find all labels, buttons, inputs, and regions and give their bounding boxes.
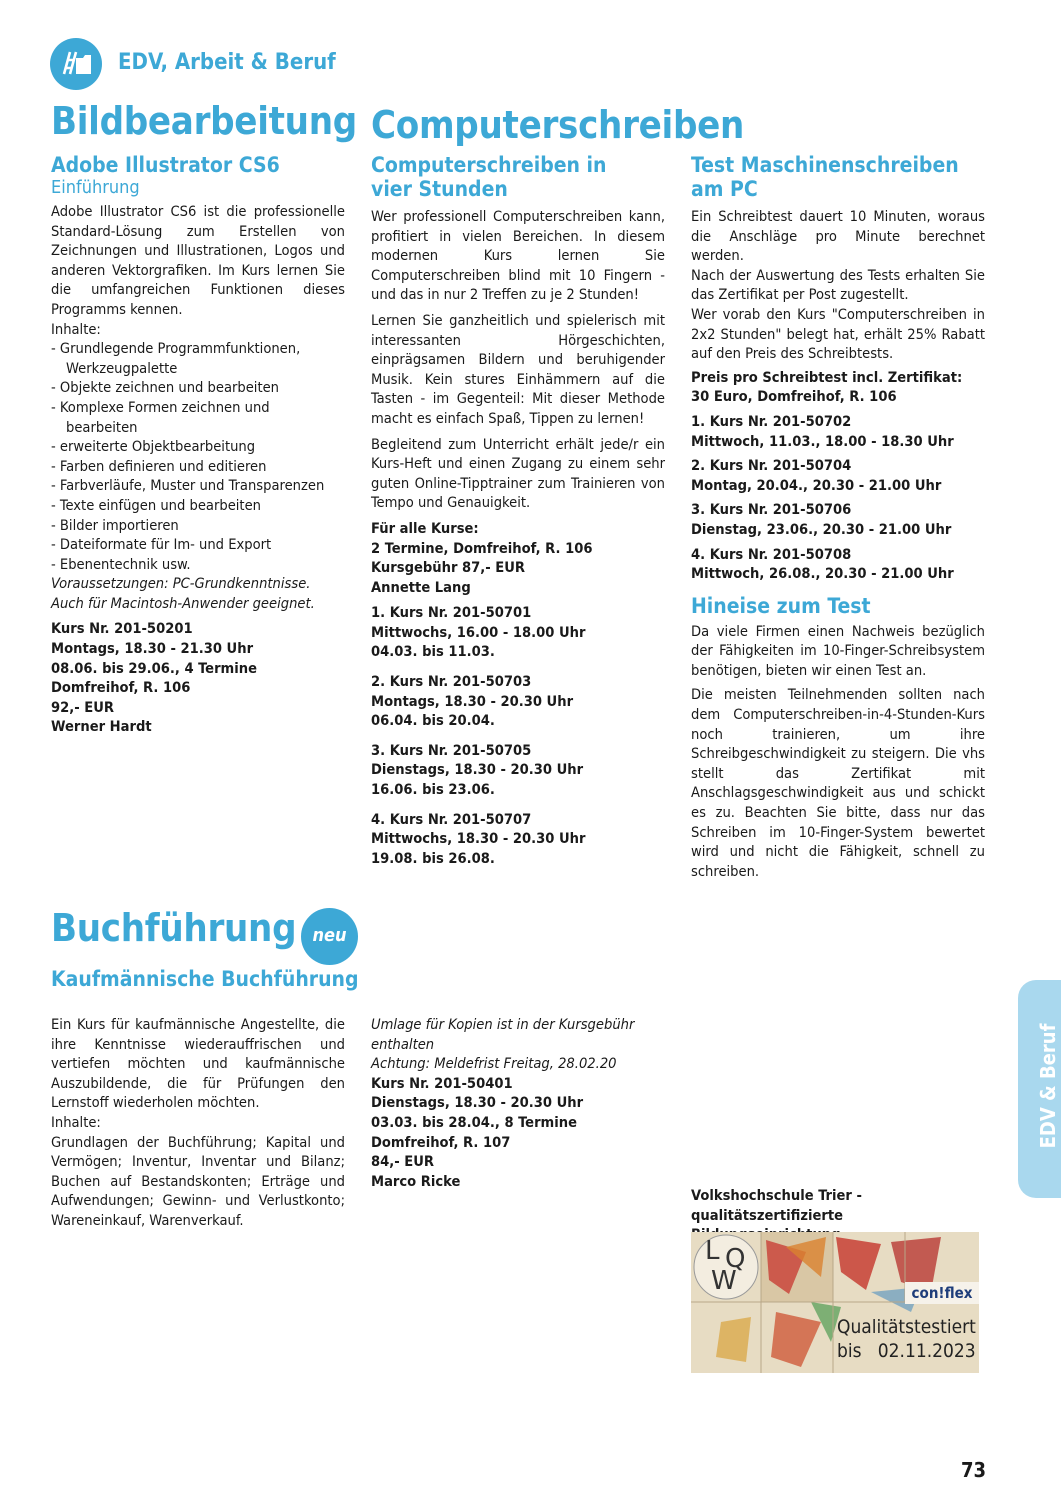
course-paragraph: Begleitend zum Unterricht erhält jede/r ein Kurs-Heft und einen Zugang zu einem sehr guten Online-Tipptrainer zum Trainieren von Tempo und Genauigkeit. xyxy=(371,435,665,512)
course-time: Mittwoch, 11.03., 18.00 - 18.30 Uhr xyxy=(691,432,954,450)
all-courses-instructor: Annette Lang xyxy=(371,578,471,596)
lqw-logo: L Q W xyxy=(705,1236,746,1296)
list-item: - Farbverläufe, Muster und Transparenzen xyxy=(51,476,345,496)
course-description: Ein Kurs für kaufmännische Angestellte, die ihre Kenntnisse wiederauffrischen und vertiefen möchten und kaufmännische Auszubildende, die für Prüfungen den Lernstoff wiederholen möchten. xyxy=(51,1016,345,1112)
hints-paragraph: Da viele Firmen einen Nachweis bezüglich der Fähigkeiten im 10-Finger-Schreibsystem benötigen, bieten wir einen Test an. xyxy=(691,622,985,679)
course-number: 2. Kurs Nr. 201-50703 xyxy=(371,673,532,691)
side-tab-label: EDV & Beruf xyxy=(1036,1023,1060,1149)
list-item: - erweiterte Objektbearbeitung xyxy=(51,437,345,457)
course-number: 2. Kurs Nr. 201-50704 xyxy=(691,457,852,475)
list-item: - Dateiformate für Im- und Export xyxy=(51,535,345,555)
course-title: Computerschreiben in vier Stunden xyxy=(371,153,607,201)
course-number: 4. Kurs Nr. 201-50707 xyxy=(371,810,532,828)
course-dates: 03.03. bis 28.04., 8 Termine xyxy=(371,1113,577,1131)
contents-label: Inhalte: xyxy=(51,320,101,338)
hints-heading: Hineise zum Test xyxy=(691,593,871,618)
side-tab[interactable] xyxy=(1018,980,1061,1198)
buchfuehrung-description xyxy=(51,1015,345,1231)
test-column xyxy=(691,153,985,881)
list-item: - Farben definieren und editieren xyxy=(51,457,345,477)
course-instructor: Marco Ricke xyxy=(371,1172,461,1190)
tested-until: bis 02.11.2023 xyxy=(837,1340,976,1362)
course-paragraph: Wer professionell Computerschreiben kann, profitiert in vielen Bereichen. In diesem modernen Kurs lernen Sie Computerschreiben blind mit 10 Fingern - und das in nur 2 Treffen zu je 2 Stunden! xyxy=(371,208,665,304)
brand-label: con!flex xyxy=(911,1284,973,1302)
contents-list xyxy=(51,339,345,574)
course-entry xyxy=(371,741,665,800)
all-courses-fee: Kursgebühr 87,- EUR xyxy=(371,559,526,577)
course-title: Adobe Illustrator CS6 xyxy=(51,153,280,177)
list-item: - Bilder importieren xyxy=(51,516,345,536)
computerschreiben-column xyxy=(371,153,665,868)
tested-label: Qualitätstestiert xyxy=(837,1316,976,1338)
course-number: Kurs Nr. 201-50201 xyxy=(51,620,193,638)
course-paragraph: Nach der Auswertung des Tests erhalten Sie das Zertifikat per Post zugestellt. xyxy=(691,266,985,304)
course-dates: 06.04. bis 20.04. xyxy=(371,712,495,730)
course-fee: 92,- EUR xyxy=(51,698,115,716)
list-item: - Texte einfügen und bearbeiten xyxy=(51,496,345,516)
course-number: 1. Kurs Nr. 201-50701 xyxy=(371,604,532,622)
new-badge-label: neu xyxy=(312,925,347,946)
contents-text: Grundlagen der Buchführung; Kapital und Vermögen; Inventur, Inventar und Bilanz; Buchen auf Bestandskonten; Erträge und Aufwendungen; Gewinn- und Verlustkonto; Wareneinkauf, Warenverkauf. xyxy=(51,1133,345,1229)
course-fee: 84,- EUR xyxy=(371,1153,435,1171)
contents-label: Inhalte: xyxy=(51,1113,101,1131)
course-time: Mittwochs, 18.30 - 20.30 Uhr xyxy=(371,830,586,848)
course-dates: 19.08. bis 26.08. xyxy=(371,849,495,867)
course-dates: 16.06. bis 23.06. xyxy=(371,781,495,799)
course-location: Domfreihof, R. 106 xyxy=(51,679,191,697)
course-subtitle: Einführung xyxy=(51,177,140,198)
course-number: 4. Kurs Nr. 201-50708 xyxy=(691,545,852,563)
course-title: Kaufmännische Buchführung xyxy=(51,967,359,991)
course-dates: 04.03. bis 11.03. xyxy=(371,643,495,661)
course-time: Dienstags, 18.30 - 20.30 Uhr xyxy=(371,1094,584,1112)
price-label: Preis pro Schreibtest incl. Zertifikat: xyxy=(691,368,963,386)
course-number: 1. Kurs Nr. 201-50702 xyxy=(691,412,852,430)
course-entry xyxy=(371,672,665,731)
list-item: - Komplexe Formen zeichnen und bearbeiten xyxy=(51,398,345,437)
brand-logo xyxy=(905,1282,979,1304)
course-title: Test Maschinenschreiben am PC xyxy=(691,153,959,201)
all-courses-label: Für alle Kurse: xyxy=(371,519,479,537)
page-number: 73 xyxy=(961,1458,987,1482)
section-title: EDV, Arbeit & Beruf xyxy=(118,50,336,75)
bildbearbeitung-column xyxy=(51,99,357,737)
buchfuehrung-details xyxy=(371,1015,665,1191)
course-time: Mittwoch, 26.08., 20.30 - 21.00 Uhr xyxy=(691,565,954,583)
course-description: Adobe Illustrator CS6 ist die professionelle Standard-Lösung zum Erstellen von Zeichnungen und Illustrationen, Logos und anderen Vektorgrafiken. Im Kurs lernen Sie die umfangreichen Funktionen dieses Programms kennen. xyxy=(51,203,345,318)
buchfuehrung-heading: Buchführung xyxy=(51,906,297,950)
course-time: Montags, 18.30 - 21.30 Uhr xyxy=(51,640,254,658)
deadline-note: Achtung: Meldefrist Freitag, 28.02.20 xyxy=(371,1055,617,1073)
course-paragraph: Wer vorab den Kurs "Computerschreiben in 2x2 Stunden" belegt hat, erhält 25% Rabatt auf den Preis des Schreibtests. xyxy=(691,305,985,363)
course-location: Domfreihof, R. 107 xyxy=(371,1133,511,1151)
course-number: 3. Kurs Nr. 201-50705 xyxy=(371,741,532,759)
note: Umlage für Kopien ist in der Kursgebühr enthalten xyxy=(371,1016,635,1053)
quality-statement: Volkshochschule Trier - qualitätszertifizierte xyxy=(691,1187,862,1224)
new-badge xyxy=(301,908,358,965)
buchfuehrung-header xyxy=(51,906,347,950)
course-time: Montag, 20.04., 20.30 - 21.00 Uhr xyxy=(691,476,942,494)
list-item: - Ebenentechnik usw. xyxy=(51,555,345,575)
course-number: Kurs Nr. 201-50401 xyxy=(371,1074,513,1092)
hints-paragraph: Die meisten Teilnehmenden sollten nach dem Computerschreiben-in-4-Stunden-Kurs noch trainieren, um ihre Schreibgeschwindigkeit zu steigern. Die vhs stellt das Zertifikat mit Anschlagsgeschwindigkeit aus und schickt es zu. Beachten Sie bitte, dass nur das Schreiben im 10-Finger-System bewertet wird und nicht die Fähigkeit, schnell zu schreiben. xyxy=(691,686,985,880)
course-time: Mittwochs, 16.00 - 18.00 Uhr xyxy=(371,623,586,641)
course-entry xyxy=(371,603,665,662)
course-entry xyxy=(371,810,665,869)
edv-work-icon xyxy=(50,38,102,90)
course-time: Montags, 18.30 - 20.30 Uhr xyxy=(371,692,574,710)
list-item: - Grundlegende Programmfunktionen, Werkzeugpalette xyxy=(51,339,345,378)
price-value: 30 Euro, Domfreihof, R. 106 xyxy=(691,388,897,406)
bildbearbeitung-heading: Bildbearbeitung xyxy=(51,99,357,143)
course-dates: 08.06. bis 29.06., 4 Termine xyxy=(51,659,257,677)
prerequisites: Voraussetzungen: PC-Grundkenntnisse. Auch für Macintosh-Anwender geeignet. xyxy=(51,575,315,612)
all-courses-location: 2 Termine, Domfreihof, R. 106 xyxy=(371,539,593,557)
course-instructor: Werner Hardt xyxy=(51,718,152,736)
quality-certificate xyxy=(691,1232,979,1373)
course-paragraph: Ein Schreibtest dauert 10 Minuten, woraus die Anschläge pro Minute berechnet werden. xyxy=(691,208,985,265)
computerschreiben-heading: Computerschreiben xyxy=(371,103,745,147)
course-number: 3. Kurs Nr. 201-50706 xyxy=(691,501,852,519)
course-time: Dienstags, 18.30 - 20.30 Uhr xyxy=(371,761,584,779)
list-item: - Objekte zeichnen und bearbeiten xyxy=(51,378,345,398)
course-time: Dienstag, 23.06., 20.30 - 21.00 Uhr xyxy=(691,520,952,538)
course-paragraph: Lernen Sie ganzheitlich und spielerisch mit interessanten Hörgeschichten, einprägsamen Bildern und beruhigender Musik. Kein stures Einhämmern auf die Tasten - im Gegenteil: Mit dieser Methode macht es einfach Spaß, Tippen zu lernen! xyxy=(371,311,665,427)
